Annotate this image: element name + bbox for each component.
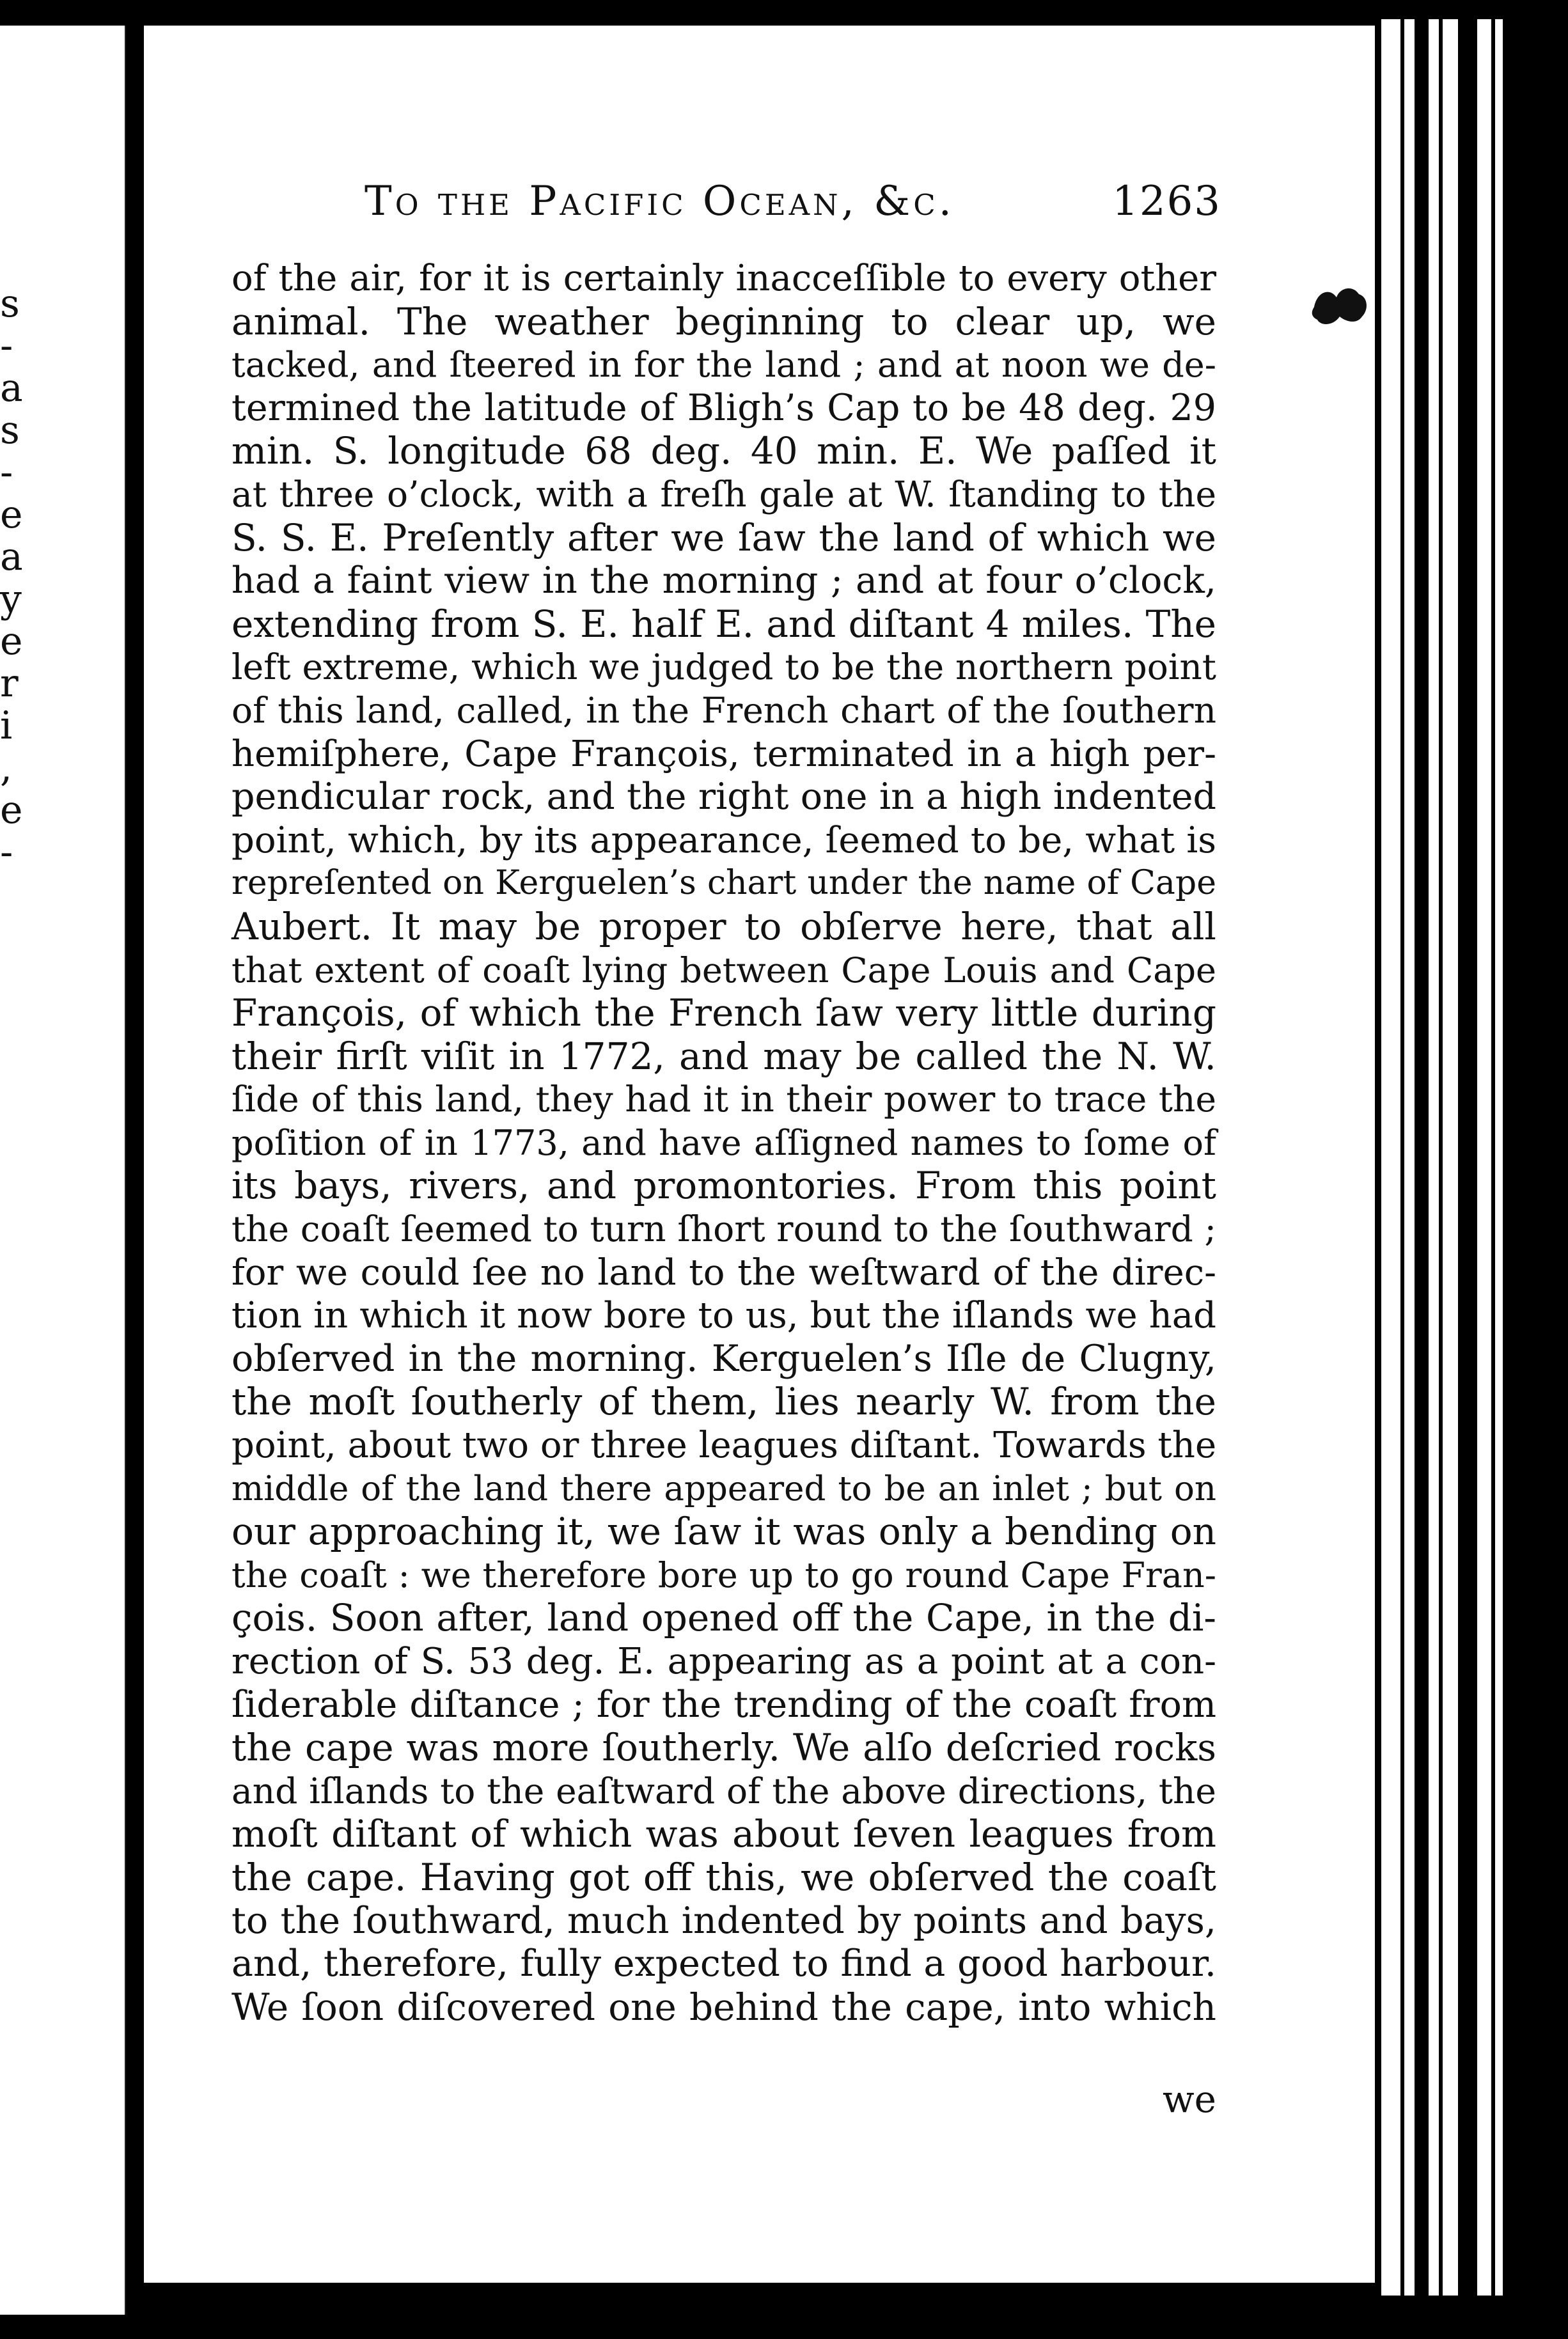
text-line: We ſoon diſcovered one behind the cape, into which	[231, 1985, 1216, 2029]
page-edge-line	[1415, 19, 1429, 2296]
text-line: Aubert. It may be proper to obſerve here, that all	[231, 904, 1216, 948]
text-line: point, which, by its appearance, ſeemed to be, what is	[231, 819, 1216, 861]
text-line: to the ſouthward, much indented by points and bays,	[231, 1899, 1216, 1942]
text-line: the coaſt ſeemed to turn ſhort round to the ſouthward ;	[231, 1209, 1216, 1250]
page-edge-line	[1458, 19, 1477, 2296]
scan-border-top	[0, 0, 1568, 26]
text-line: of this land, called, in the French chart of the ſouthern	[231, 689, 1216, 731]
page-edge-line	[1491, 19, 1495, 2296]
page-edge-line	[1503, 19, 1568, 2296]
text-line: the cape was more ſoutherly. We alſo deſcried rocks	[231, 1726, 1216, 1770]
facing-page-letter: a	[0, 535, 23, 579]
text-line: moſt diſtant of which was about ſeven leagues from	[231, 1812, 1216, 1856]
scan-border-bottom	[0, 2283, 1568, 2339]
text-line: rection of S. 53 deg. E. appearing as a point at a con-	[231, 1641, 1216, 1682]
facing-page-letter: e	[0, 492, 23, 537]
text-line: left extreme, which we judged to be the northern point	[231, 646, 1216, 688]
text-line: at three o’clock, with a freſh gale at W. ſtanding to the	[231, 473, 1216, 515]
text-line: had a faint view in the morning ; and at four o’clock,	[231, 559, 1216, 602]
text-line: extending from S. E. half E. and diſtant 4 miles. The	[231, 602, 1216, 646]
gutter-shadow	[125, 26, 144, 2283]
facing-page-edge	[0, 26, 126, 2315]
facing-page-letter: r	[0, 661, 19, 706]
ink-blot-mark	[1308, 281, 1372, 332]
text-line: that extent of coaſt lying between Cape Louis and Cape	[231, 950, 1216, 990]
text-line: poſition of in 1773, and have aſſigned names to ſome of	[231, 1122, 1216, 1163]
facing-page-letter: y	[0, 577, 22, 622]
text-line: the coaſt : we therefore bore up to go round Cape Fran-	[231, 1554, 1216, 1595]
text-line: obſerved in the morning. Kerguelen’s Iſle de Clugny,	[231, 1337, 1216, 1380]
text-line: termined the latitude of Bligh’s Cap to be 48 deg. 29	[231, 386, 1216, 429]
facing-page-letter: e	[0, 788, 23, 833]
text-line: point, about two or three leagues diſtant. Towards the	[231, 1425, 1217, 1467]
text-line: repreſented on Kerguelen’s chart under the name of Cape	[231, 864, 1216, 903]
text-line: tion in which it now bore to us, but the iſlands we had	[231, 1295, 1216, 1337]
text-line: François, of which the French ſaw very little during	[231, 991, 1216, 1035]
body-text	[231, 257, 1216, 2029]
facing-page-letter: e	[0, 619, 23, 664]
text-line: and, therefore, fully expected to find a good harbour.	[231, 1943, 1216, 1985]
page-edge-line	[1400, 19, 1404, 2296]
text-line: and iſlands to the eaſtward of the above directions, the	[231, 1770, 1216, 1811]
page-edges	[1375, 19, 1568, 2296]
text-line: middle of the land there appeared to be an inlet ; but on	[231, 1469, 1216, 1508]
text-line: the moſt ſoutherly of them, lies nearly W. from the	[231, 1380, 1216, 1424]
text-line: of the air, for it is certainly inacceſſible to every other	[231, 258, 1216, 299]
text-line: ſide of this land, they had it in their power to trace the	[231, 1079, 1216, 1120]
facing-page-letter: -	[0, 324, 13, 368]
text-line: S. S. E. Preſently after we ſaw the land of which we	[231, 515, 1216, 559]
text-line: its bays, rivers, and promontories. From this point	[231, 1164, 1216, 1208]
catchword: we	[1163, 2077, 1216, 2121]
text-line: the cape. Having got off this, we obſerved the coaſt	[231, 1855, 1216, 1899]
text-line: pendicular rock, and the right one in a high indented	[231, 776, 1216, 818]
facing-page-letter: -	[0, 450, 13, 495]
text-line: for we could ſee no land to the weſtward of the direc-	[231, 1251, 1216, 1294]
facing-page-letter: s	[0, 408, 20, 453]
text-line: hemiſphere, Cape François, terminated in a high per-	[231, 733, 1216, 775]
facing-page-letter: s	[0, 281, 20, 326]
facing-page-letter: i	[0, 703, 13, 748]
text-line: ſiderable diſtance ; for the trending of the coaſt from	[231, 1683, 1216, 1726]
facing-page-letter: a	[0, 366, 23, 411]
text-line: our approaching it, we ſaw it was only a bending on	[231, 1510, 1216, 1554]
facing-page-letter: -	[0, 830, 13, 875]
text-line: çois. Soon after, land opened off the Cape, in the di-	[231, 1596, 1216, 1640]
facing-page-letter: ,	[0, 746, 13, 790]
running-head	[365, 173, 1221, 230]
page-edge-line	[1375, 19, 1381, 2296]
page-edge-line	[1439, 19, 1443, 2296]
text-line: animal. The weather beginning to clear up, we	[231, 299, 1216, 343]
page-number: 1263	[1112, 178, 1221, 225]
text-line: tacked, and ſteered in for the land ; and at noon we de-	[231, 345, 1216, 386]
text-line: min. S. longitude 68 deg. 40 min. E. We paſſed it	[231, 429, 1216, 473]
running-head-title: To the Pacific Ocean, &c.	[365, 178, 955, 225]
text-line: their firſt viſit in 1772, and may be called the N. W.	[231, 1034, 1216, 1078]
